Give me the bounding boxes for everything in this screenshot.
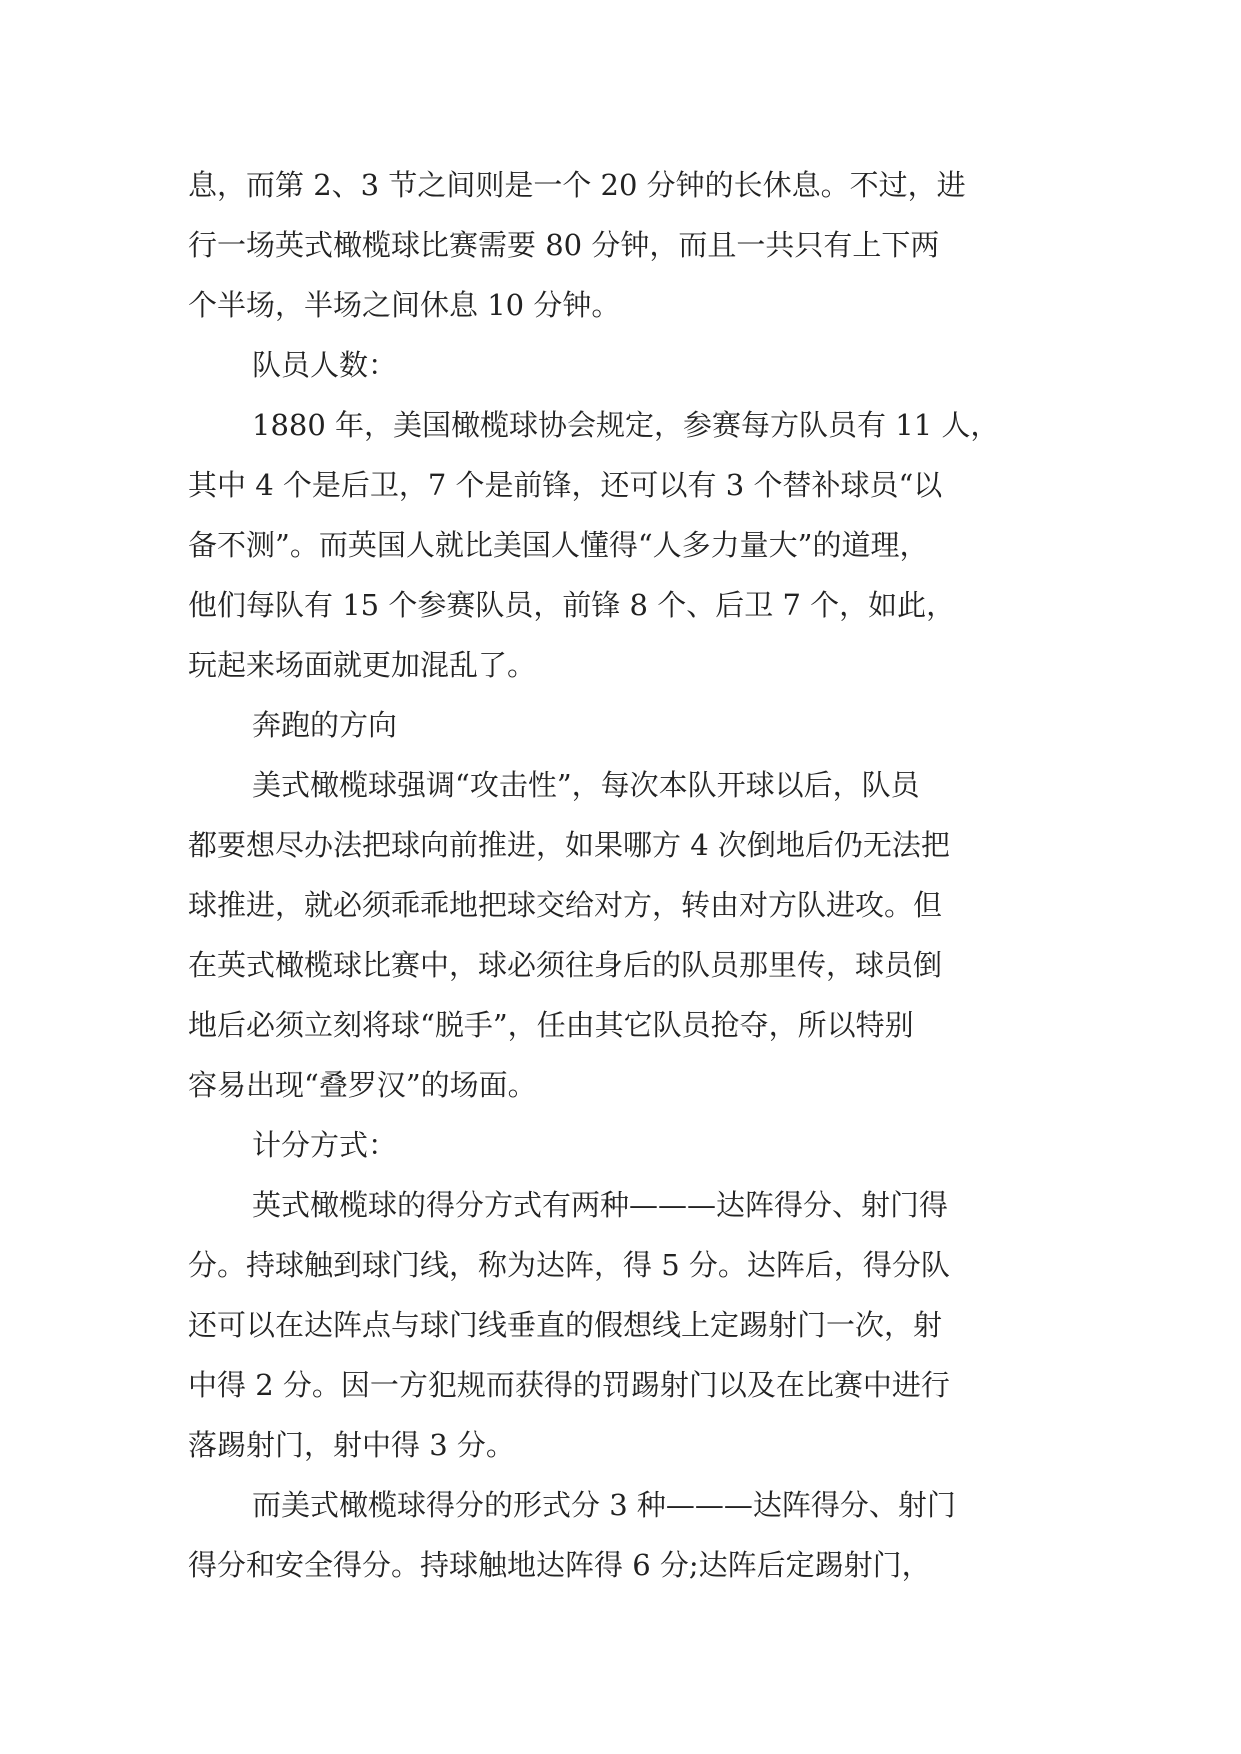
text-line: 得分和安全得分。持球触地达阵得 6 分;达阵后定踢射门， [188,1548,931,1582]
section-heading-team-size: 队员人数： [252,348,398,382]
text-line: 英式橄榄球的得分方式有两种———达阵得分、射门得 [252,1188,949,1222]
text-line: 息，而第 2、3 节之间则是一个 20 分钟的长休息。不过，进 [188,168,966,202]
text-line: 而美式橄榄球得分的形式分 3 种———达阵得分、射门 [252,1488,956,1522]
text-line: 1880 年，美国橄榄球协会规定，参赛每方队员有 11 人， [252,408,1000,442]
text-line: 容易出现“叠罗汉”的场面。 [188,1068,537,1102]
section-heading-scoring: 计分方式： [252,1128,398,1162]
text-line: 在英式橄榄球比赛中，球必须往身后的队员那里传，球员倒 [188,948,943,982]
text-line: 中得 2 分。因一方犯规而获得的罚踢射门以及在比赛中进行 [188,1368,950,1402]
text-line: 地后必须立刻将球“脱手”，任由其它队员抢夺，所以特别 [188,1008,914,1042]
text-line: 分。持球触到球门线，称为达阵，得 5 分。达阵后，得分队 [188,1248,950,1282]
document-body [188,155,1068,1595]
text-line: 都要想尽办法把球向前推进，如果哪方 4 次倒地后仍无法把 [188,828,950,862]
text-line: 行一场英式橄榄球比赛需要 80 分钟，而且一共只有上下两 [188,228,940,262]
text-line: 其中 4 个是后卫，7 个是前锋，还可以有 3 个替补球员“以 [188,468,943,502]
text-line: 备不测”。而英国人就比美国人懂得“人多力量大”的道理， [188,528,929,562]
text-line: 落踢射门，射中得 3 分。 [188,1428,515,1462]
text-line: 还可以在达阵点与球门线垂直的假想线上定踢射门一次，射 [188,1308,943,1342]
text-line: 个半场，半场之间休息 10 分钟。 [188,288,621,322]
text-line: 球推进，就必须乖乖地把球交给对方，转由对方队进攻。但 [188,888,943,922]
section-heading-running-direction: 奔跑的方向 [252,708,398,742]
text-line: 他们每队有 15 个参赛队员，前锋 8 个、后卫 7 个，如此， [188,588,956,622]
text-line: 美式橄榄球强调“攻击性”，每次本队开球以后，队员 [252,768,920,802]
text-line: 玩起来场面就更加混乱了。 [188,648,537,682]
